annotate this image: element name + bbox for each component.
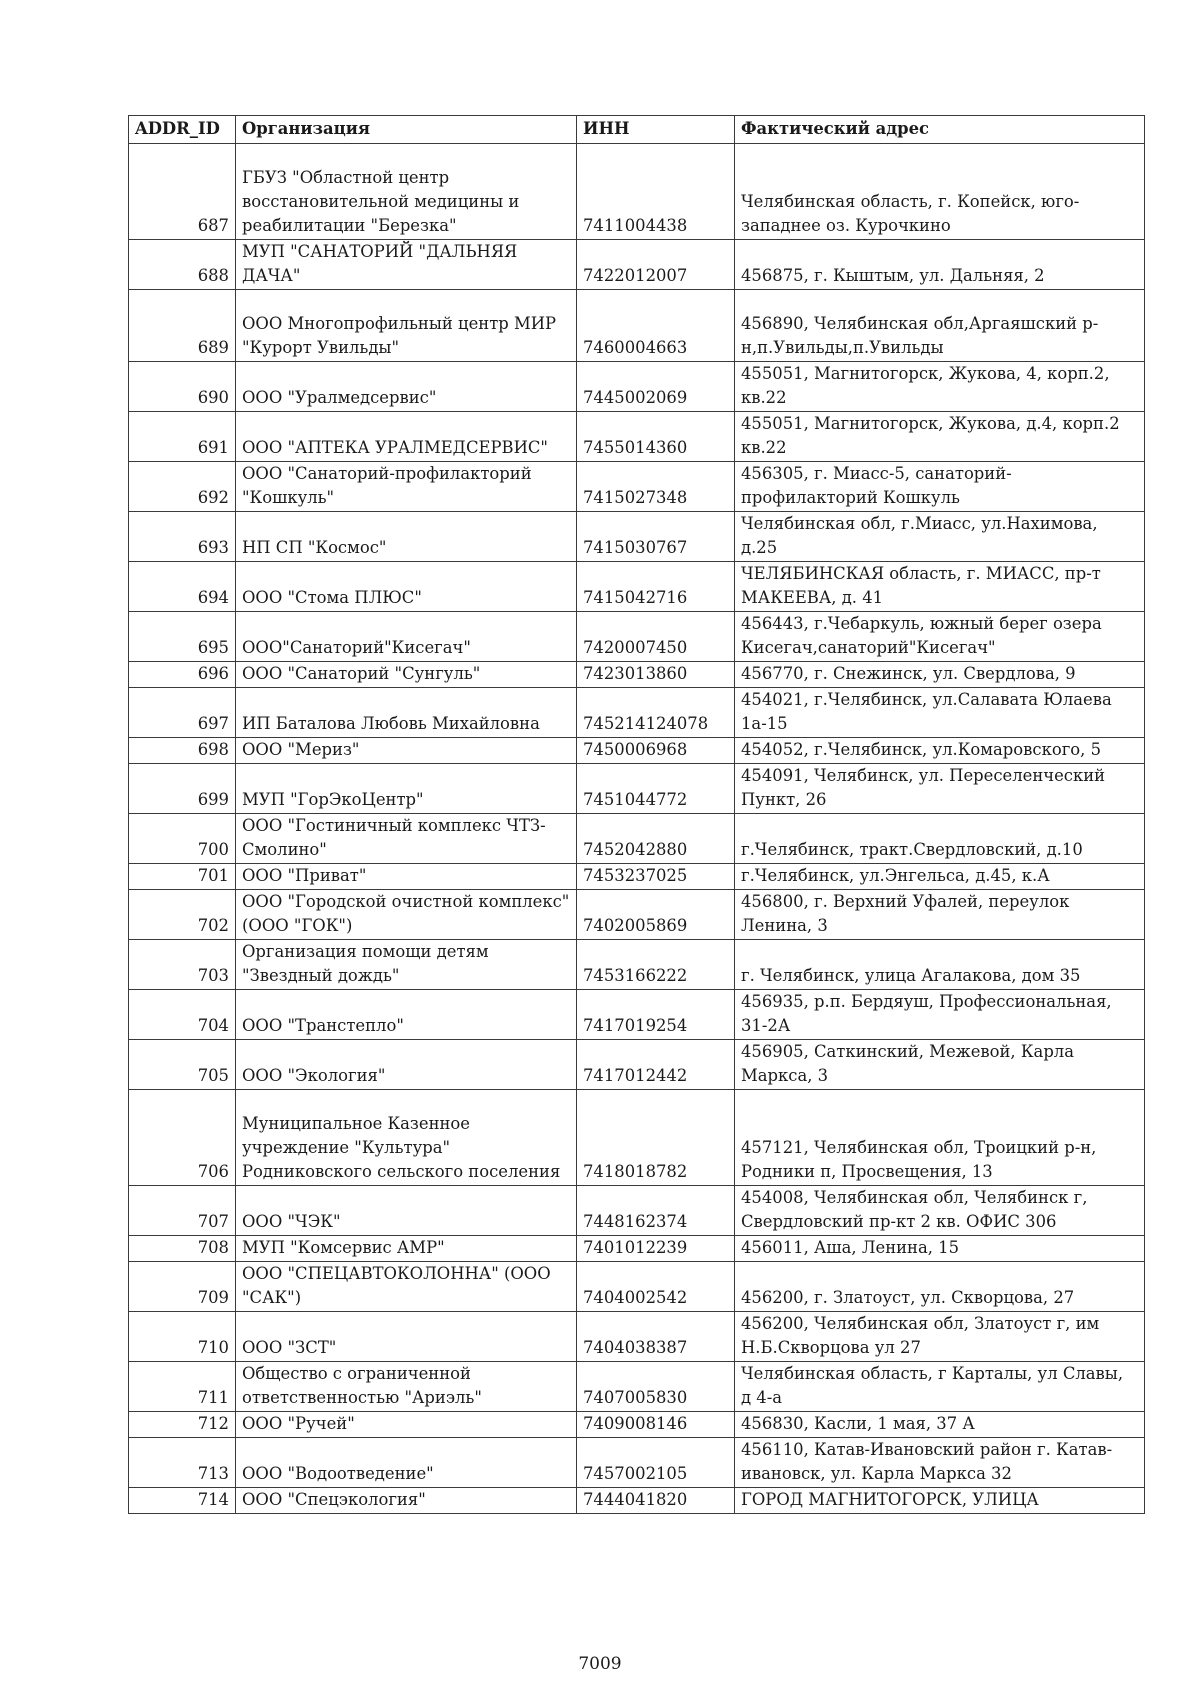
addr-id-cell: 704 bbox=[129, 990, 236, 1040]
addr-id-cell: 695 bbox=[129, 612, 236, 662]
organization-cell: ООО "Санаторий-профилакторий "Кошкуль" bbox=[236, 462, 577, 512]
table-row bbox=[129, 864, 1145, 890]
inn-cell: 745214124078 bbox=[577, 688, 735, 738]
organization-cell: ООО "Экология" bbox=[236, 1040, 577, 1090]
organization-cell: МУП "Комсервис АМР" bbox=[236, 1236, 577, 1262]
addr-id-cell: 712 bbox=[129, 1412, 236, 1438]
address-cell: 456443, г.Чебаркуль, южный берег озера Кисегач,санаторий"Кисегач" bbox=[735, 612, 1145, 662]
address-cell: 454008, Челябинская обл, Челябинск г, Свердловский пр-кт 2 кв. ОФИС 306 bbox=[735, 1186, 1145, 1236]
organization-cell: ИП Баталова Любовь Михайловна bbox=[236, 688, 577, 738]
table-row bbox=[129, 1040, 1145, 1090]
organization-cell: ООО "Ручей" bbox=[236, 1412, 577, 1438]
address-cell: 454052, г.Челябинск, ул.Комаровского, 5 bbox=[735, 738, 1145, 764]
table-row bbox=[129, 1262, 1145, 1312]
address-cell: Челябинская область, г Карталы, ул Славы, д 4-а bbox=[735, 1362, 1145, 1412]
inn-cell: 7401012239 bbox=[577, 1236, 735, 1262]
inn-cell: 7453237025 bbox=[577, 864, 735, 890]
inn-cell: 7415042716 bbox=[577, 562, 735, 612]
table-row bbox=[129, 412, 1145, 462]
organization-cell: Муниципальное Казенное учреждение "Культура" Родниковского сельского поселения bbox=[236, 1090, 577, 1186]
address-cell: 456875, г. Кыштым, ул. Дальняя, 2 bbox=[735, 240, 1145, 290]
inn-cell: 7402005869 bbox=[577, 890, 735, 940]
addr-id-cell: 690 bbox=[129, 362, 236, 412]
inn-cell: 7420007450 bbox=[577, 612, 735, 662]
organization-cell: ООО Многопрофильный центр МИР "Курорт Увильды" bbox=[236, 290, 577, 362]
addr-id-cell: 696 bbox=[129, 662, 236, 688]
table-row bbox=[129, 1438, 1145, 1488]
inn-cell: 7455014360 bbox=[577, 412, 735, 462]
table-row bbox=[129, 1236, 1145, 1262]
inn-cell: 7417012442 bbox=[577, 1040, 735, 1090]
table-row bbox=[129, 144, 1145, 240]
address-cell: 456200, Челябинская обл, Златоуст г, им Н.Б.Скворцова ул 27 bbox=[735, 1312, 1145, 1362]
table-row bbox=[129, 764, 1145, 814]
address-cell: 456800, г. Верхний Уфалей, переулок Ленина, 3 bbox=[735, 890, 1145, 940]
inn-cell: 7457002105 bbox=[577, 1438, 735, 1488]
table-row bbox=[129, 990, 1145, 1040]
addr-id-cell: 698 bbox=[129, 738, 236, 764]
table-row bbox=[129, 562, 1145, 612]
organization-cell: ООО "Городской очистной комплекс" (ООО "ГОК") bbox=[236, 890, 577, 940]
inn-cell: 7422012007 bbox=[577, 240, 735, 290]
table-row bbox=[129, 612, 1145, 662]
addr-id-cell: 697 bbox=[129, 688, 236, 738]
inn-cell: 7423013860 bbox=[577, 662, 735, 688]
addr-id-cell: 689 bbox=[129, 290, 236, 362]
addr-id-cell: 687 bbox=[129, 144, 236, 240]
inn-cell: 7418018782 bbox=[577, 1090, 735, 1186]
table-row bbox=[129, 1488, 1145, 1514]
organization-cell: НП СП "Космос" bbox=[236, 512, 577, 562]
organization-cell: ООО "ЗСТ" bbox=[236, 1312, 577, 1362]
organization-cell: ООО "АПТЕКА УРАЛМЕДСЕРВИС" bbox=[236, 412, 577, 462]
addr-id-cell: 702 bbox=[129, 890, 236, 940]
inn-cell: 7411004438 bbox=[577, 144, 735, 240]
header-organization: Организация bbox=[236, 116, 577, 144]
organization-cell: МУП "САНАТОРИЙ "ДАЛЬНЯЯ ДАЧА" bbox=[236, 240, 577, 290]
addr-id-cell: 705 bbox=[129, 1040, 236, 1090]
addr-id-cell: 703 bbox=[129, 940, 236, 990]
organization-cell: Общество с ограниченной ответственностью "Ариэль" bbox=[236, 1362, 577, 1412]
addr-id-cell: 688 bbox=[129, 240, 236, 290]
inn-cell: 7409008146 bbox=[577, 1412, 735, 1438]
address-cell: 456830, Касли, 1 мая, 37 А bbox=[735, 1412, 1145, 1438]
organization-cell: ООО "Мериз" bbox=[236, 738, 577, 764]
address-cell: 456770, г. Снежинск, ул. Свердлова, 9 bbox=[735, 662, 1145, 688]
address-cell: 456110, Катав-Ивановский район г. Катав-ивановск, ул. Карла Маркса 32 bbox=[735, 1438, 1145, 1488]
inn-cell: 7448162374 bbox=[577, 1186, 735, 1236]
address-cell: 456905, Саткинский, Межевой, Карла Маркса, 3 bbox=[735, 1040, 1145, 1090]
organizations-table bbox=[128, 115, 1145, 1514]
table-row bbox=[129, 814, 1145, 864]
inn-cell: 7450006968 bbox=[577, 738, 735, 764]
inn-cell: 7417019254 bbox=[577, 990, 735, 1040]
header-addr-id: ADDR_ID bbox=[129, 116, 236, 144]
address-cell: г. Челябинск, улица Агалакова, дом 35 bbox=[735, 940, 1145, 990]
organization-cell: МУП "ГорЭкоЦентр" bbox=[236, 764, 577, 814]
organization-cell: ООО "Приват" bbox=[236, 864, 577, 890]
inn-cell: 7407005830 bbox=[577, 1362, 735, 1412]
addr-id-cell: 691 bbox=[129, 412, 236, 462]
organization-cell: ООО "Транстепло" bbox=[236, 990, 577, 1040]
address-cell: ЧЕЛЯБИНСКАЯ область, г. МИАСС, пр-т МАКЕЕВА, д. 41 bbox=[735, 562, 1145, 612]
inn-cell: 7453166222 bbox=[577, 940, 735, 990]
inn-cell: 7415030767 bbox=[577, 512, 735, 562]
address-cell: ГОРОД МАГНИТОГОРСК, УЛИЦА bbox=[735, 1488, 1145, 1514]
addr-id-cell: 711 bbox=[129, 1362, 236, 1412]
addr-id-cell: 693 bbox=[129, 512, 236, 562]
address-cell: 455051, Магнитогорск, Жукова, д.4, корп.2 кв.22 bbox=[735, 412, 1145, 462]
header-inn: ИНН bbox=[577, 116, 735, 144]
organization-cell: Организация помощи детям "Звездный дождь" bbox=[236, 940, 577, 990]
address-cell: 455051, Магнитогорск, Жукова, 4, корп.2, кв.22 bbox=[735, 362, 1145, 412]
table-row bbox=[129, 1312, 1145, 1362]
addr-id-cell: 710 bbox=[129, 1312, 236, 1362]
table-row bbox=[129, 738, 1145, 764]
address-cell: 457121, Челябинская обл, Троицкий р-н, Родники п, Просвещения, 13 bbox=[735, 1090, 1145, 1186]
organization-cell: ООО "Спецэкология" bbox=[236, 1488, 577, 1514]
addr-id-cell: 713 bbox=[129, 1438, 236, 1488]
address-cell: 456200, г. Златоуст, ул. Скворцова, 27 bbox=[735, 1262, 1145, 1312]
header-actual-address: Фактический адрес bbox=[735, 116, 1145, 144]
table-row bbox=[129, 1412, 1145, 1438]
table-row bbox=[129, 662, 1145, 688]
organization-cell: ООО "Санаторий "Сунгуль" bbox=[236, 662, 577, 688]
organization-cell: ООО "Уралмедсервис" bbox=[236, 362, 577, 412]
address-cell: 456305, г. Миасс-5, санаторий-профилакторий Кошкуль bbox=[735, 462, 1145, 512]
address-cell: 454091, Челябинск, ул. Переселенческий Пункт, 26 bbox=[735, 764, 1145, 814]
table-row bbox=[129, 1362, 1145, 1412]
organization-cell: ООО "СПЕЦАВТОКОЛОННА" (ООО "САК") bbox=[236, 1262, 577, 1312]
address-cell: г.Челябинск, ул.Энгельса, д.45, к.А bbox=[735, 864, 1145, 890]
table-row bbox=[129, 362, 1145, 412]
inn-cell: 7452042880 bbox=[577, 814, 735, 864]
inn-cell: 7444041820 bbox=[577, 1488, 735, 1514]
table-row bbox=[129, 940, 1145, 990]
organization-cell: ООО"Санаторий"Кисегач" bbox=[236, 612, 577, 662]
addr-id-cell: 700 bbox=[129, 814, 236, 864]
address-cell: 456890, Челябинская обл,Аргаяшский р-н,п.Увильды,п.Увильды bbox=[735, 290, 1145, 362]
table-row bbox=[129, 290, 1145, 362]
inn-cell: 7404002542 bbox=[577, 1262, 735, 1312]
address-cell: 454021, г.Челябинск, ул.Салавата Юлаева 1а-15 bbox=[735, 688, 1145, 738]
table-header-row bbox=[129, 116, 1145, 144]
inn-cell: 7415027348 bbox=[577, 462, 735, 512]
table-row bbox=[129, 240, 1145, 290]
inn-cell: 7451044772 bbox=[577, 764, 735, 814]
table-row bbox=[129, 1186, 1145, 1236]
table-body bbox=[129, 144, 1145, 1514]
addr-id-cell: 692 bbox=[129, 462, 236, 512]
organization-cell: ГБУЗ "Областной центр восстановительной медицины и реабилитации "Березка" bbox=[236, 144, 577, 240]
inn-cell: 7404038387 bbox=[577, 1312, 735, 1362]
address-cell: 456935, р.п. Бердяуш, Профессиональная, 31-2А bbox=[735, 990, 1145, 1040]
organization-cell: ООО "Водоотведение" bbox=[236, 1438, 577, 1488]
address-cell: 456011, Аша, Ленина, 15 bbox=[735, 1236, 1145, 1262]
organization-cell: ООО "Гостиничный комплекс ЧТЗ-Смолино" bbox=[236, 814, 577, 864]
organization-cell: ООО "Стома ПЛЮС" bbox=[236, 562, 577, 612]
page-number: 7009 bbox=[578, 1654, 622, 1674]
organization-cell: ООО "ЧЭК" bbox=[236, 1186, 577, 1236]
addr-id-cell: 694 bbox=[129, 562, 236, 612]
addr-id-cell: 701 bbox=[129, 864, 236, 890]
table-row bbox=[129, 688, 1145, 738]
addr-id-cell: 706 bbox=[129, 1090, 236, 1186]
addr-id-cell: 714 bbox=[129, 1488, 236, 1514]
address-cell: Челябинская обл, г.Миасс, ул.Нахимова, д.25 bbox=[735, 512, 1145, 562]
address-cell: г.Челябинск, тракт.Свердловский, д.10 bbox=[735, 814, 1145, 864]
table-row bbox=[129, 1090, 1145, 1186]
addr-id-cell: 699 bbox=[129, 764, 236, 814]
table-row bbox=[129, 890, 1145, 940]
inn-cell: 7445002069 bbox=[577, 362, 735, 412]
table-row bbox=[129, 512, 1145, 562]
addr-id-cell: 707 bbox=[129, 1186, 236, 1236]
addr-id-cell: 708 bbox=[129, 1236, 236, 1262]
inn-cell: 7460004663 bbox=[577, 290, 735, 362]
addr-id-cell: 709 bbox=[129, 1262, 236, 1312]
table-row bbox=[129, 462, 1145, 512]
address-cell: Челябинская область, г. Копейск, юго-западнее оз. Курочкино bbox=[735, 144, 1145, 240]
